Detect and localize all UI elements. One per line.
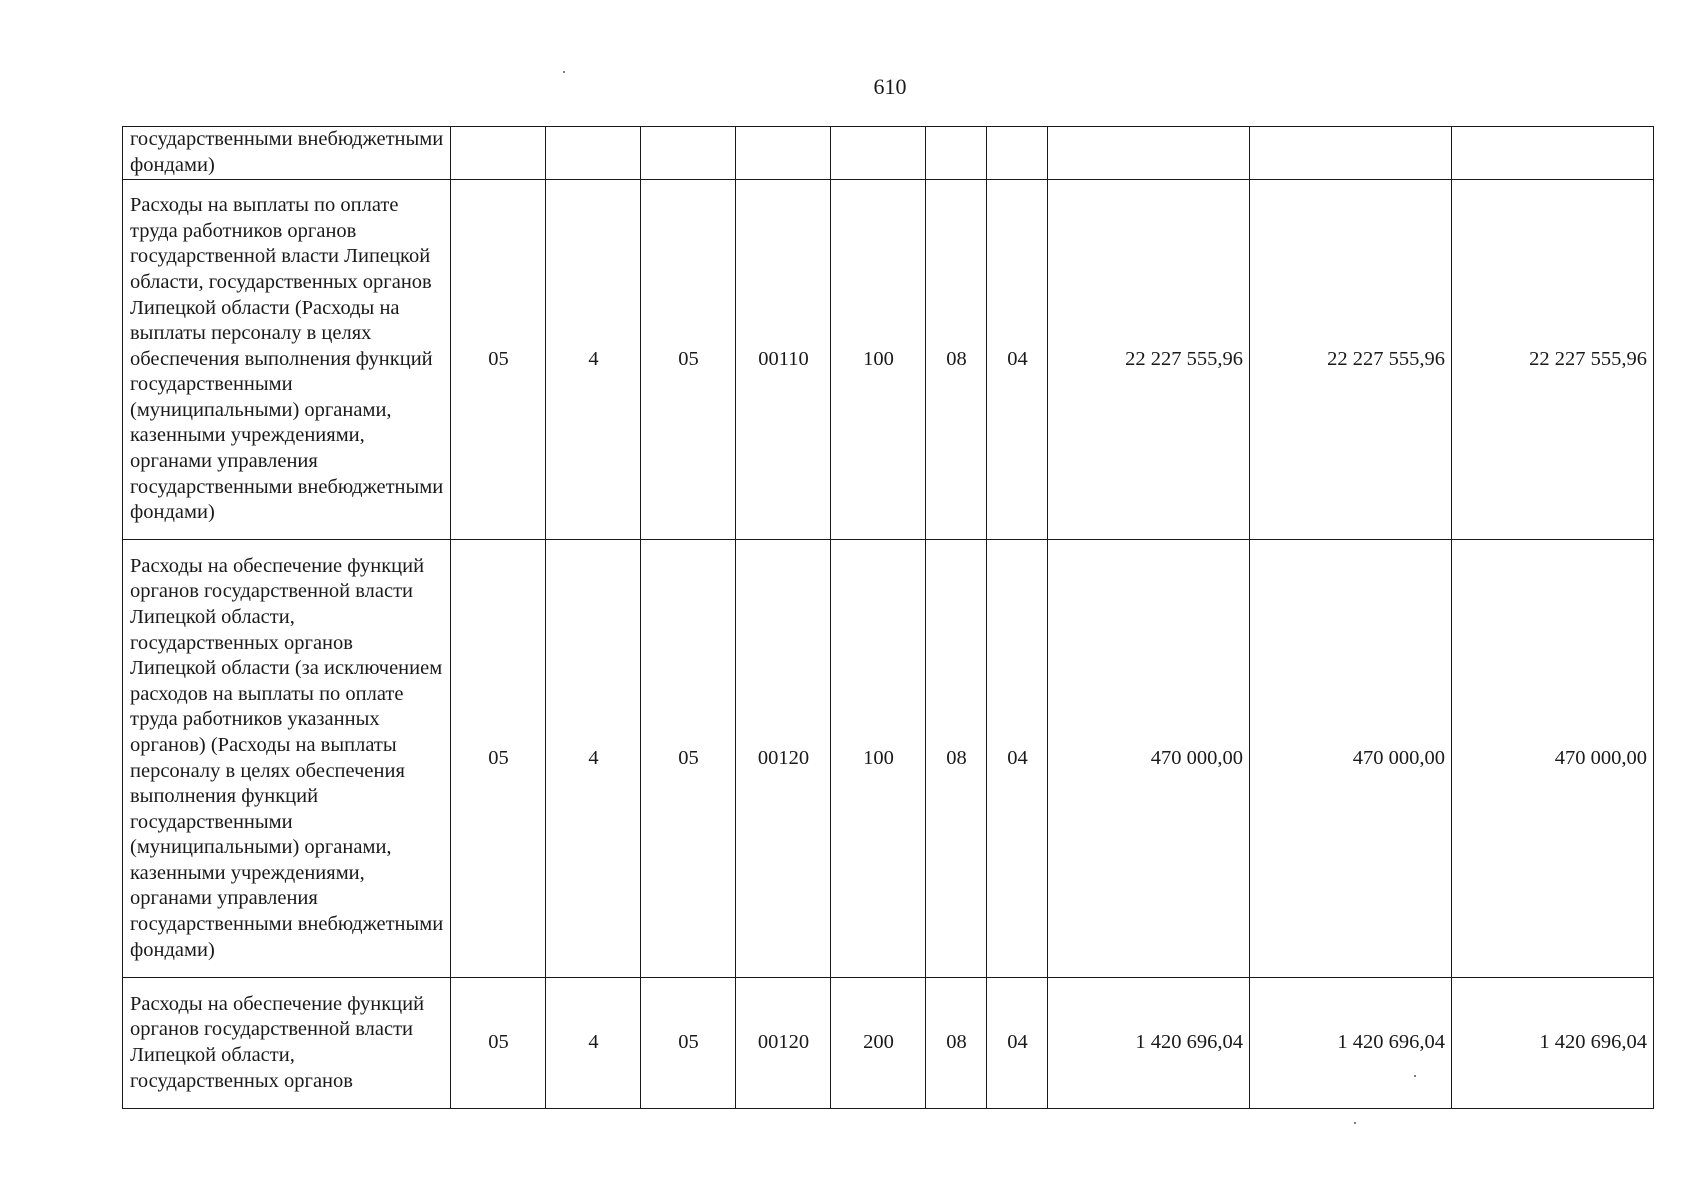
amount-cell: 1 420 696,04 (1250, 978, 1452, 1109)
code-cell: 08 (926, 978, 987, 1109)
amount-cell (1048, 127, 1250, 180)
expense-description: государственными внебюджетными фондами) (123, 127, 451, 180)
code-cell (987, 127, 1048, 180)
amount-cell: 470 000,00 (1452, 540, 1654, 978)
table-row (123, 540, 1654, 978)
amount-cell: 1 420 696,04 (1452, 978, 1654, 1109)
amount-cell: 1 420 696,04 (1048, 978, 1250, 1109)
code-cell: 05 (451, 540, 546, 978)
table-row (123, 978, 1654, 1109)
table-row (123, 180, 1654, 540)
code-cell (641, 127, 736, 180)
expense-description: Расходы на выплаты по оплате труда работников органов государственной власти Липецкой области, государственных органов Липецкой области (Расходы на выплаты персоналу в целях обеспечения выполнения функций государственными (муниципальными) органами, казенными учреждениями, органами управления государственными внебюджетными фондами) (123, 180, 451, 540)
code-cell: 05 (641, 180, 736, 540)
code-cell: 08 (926, 540, 987, 978)
amount-cell: 470 000,00 (1048, 540, 1250, 978)
code-cell: 00120 (736, 540, 831, 978)
expense-description: Расходы на обеспечение функций органов государственной власти Липецкой области, государственных органов Липецкой области (за исключением расходов на выплаты по оплате труда работников указанных органов) (Расходы на выплаты персоналу в целях обеспечения выполнения функций государственными (муниципальными) органами, казенными учреждениями, органами управления государственными внебюджетными фондами) (123, 540, 451, 978)
code-cell (736, 127, 831, 180)
code-cell (546, 127, 641, 180)
code-cell: 05 (641, 978, 736, 1109)
amount-cell: 22 227 555,96 (1048, 180, 1250, 540)
amount-cell: 470 000,00 (1250, 540, 1452, 978)
code-cell: 200 (831, 978, 926, 1109)
code-cell: 05 (641, 540, 736, 978)
code-cell (926, 127, 987, 180)
budget-table (122, 126, 1654, 1109)
code-cell: 00110 (736, 180, 831, 540)
code-cell: 05 (451, 180, 546, 540)
code-cell: 00120 (736, 978, 831, 1109)
page-number: 610 (873, 74, 907, 99)
code-cell: 04 (987, 540, 1048, 978)
code-cell: 4 (546, 978, 641, 1109)
scan-speck (1354, 1122, 1356, 1124)
code-cell: 05 (451, 978, 546, 1109)
code-cell: 04 (987, 978, 1048, 1109)
amount-cell (1250, 127, 1452, 180)
code-cell: 4 (546, 540, 641, 978)
scan-speck (563, 71, 565, 73)
amount-cell: 22 227 555,96 (1452, 180, 1654, 540)
code-cell: 08 (926, 180, 987, 540)
code-cell (451, 127, 546, 180)
expense-description: Расходы на обеспечение функций органов государственной власти Липецкой области, государственных органов (123, 978, 451, 1109)
code-cell: 04 (987, 180, 1048, 540)
table-row (123, 127, 1654, 180)
code-cell: 100 (831, 540, 926, 978)
code-cell: 4 (546, 180, 641, 540)
code-cell (831, 127, 926, 180)
code-cell: 100 (831, 180, 926, 540)
amount-cell: 22 227 555,96 (1250, 180, 1452, 540)
amount-cell (1452, 127, 1654, 180)
